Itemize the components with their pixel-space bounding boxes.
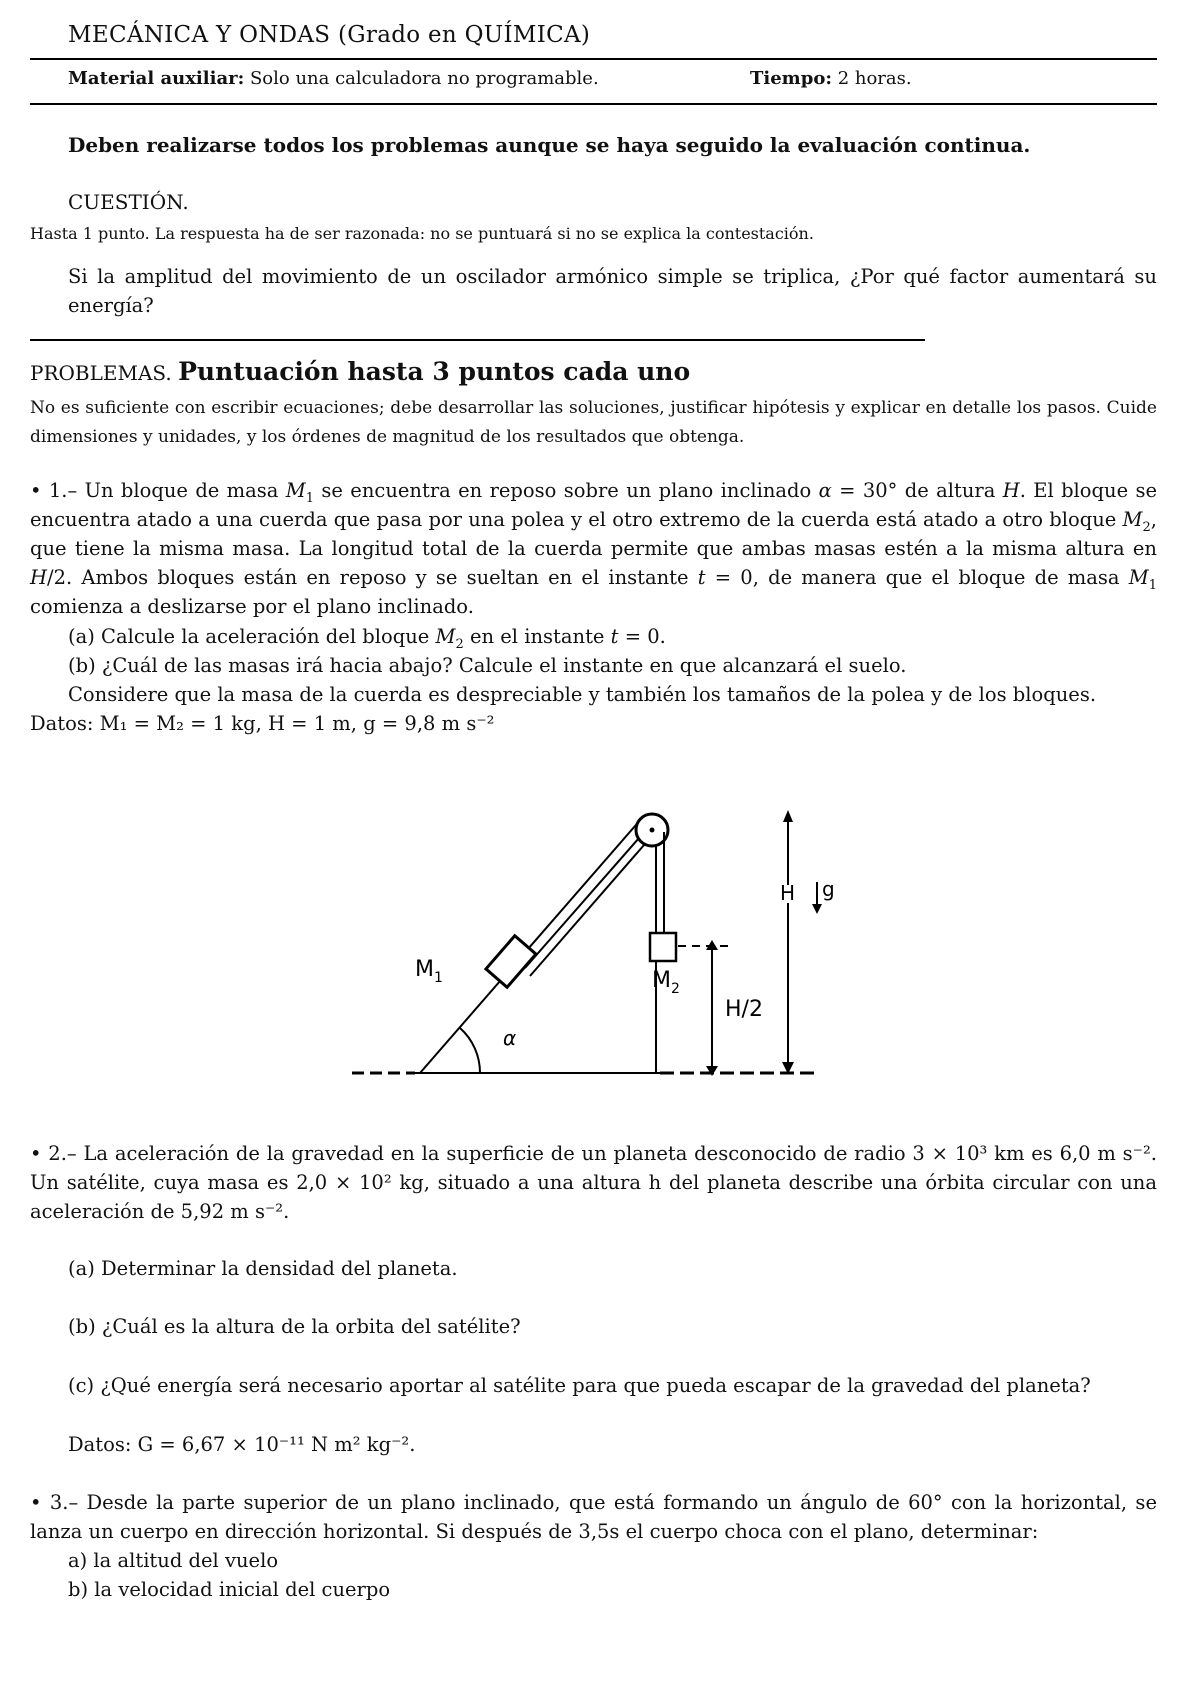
exam-title: MECÁNICA Y ONDAS (Grado en QUÍMICA): [68, 22, 591, 48]
time-text: 2 horas.: [837, 68, 912, 89]
problem-2-number: • 2.–: [30, 1142, 77, 1165]
problem-2-part-b: (b) ¿Cuál es la altura de la orbita del satélite?: [68, 1315, 521, 1338]
height-arrow-top: [783, 810, 793, 822]
label-alpha: α: [503, 1026, 517, 1050]
material-line: [68, 68, 599, 89]
cuestion-note: Hasta 1 punto. La respuesta ha de ser razonada: no se puntuará si no se explica la contestación.: [30, 224, 814, 243]
notice: Deben realizarse todos los problemas aunque se haya seguido la evaluación continua.: [68, 133, 1031, 157]
problem-2-part-c: (c) ¿Qué energía será necesario aportar al satélite para que pueda escapar de la gravedad del planeta?: [68, 1374, 1091, 1397]
block-M2: [650, 933, 676, 961]
alpha-arc: [460, 1028, 480, 1073]
header-rule-top: [30, 58, 1157, 60]
problem-3-statement: [30, 1488, 1157, 1546]
problem-1-part-b: (b) ¿Cuál de las masas irá hacia abajo? Calcule el instante en que alcanzará el suelo.: [68, 654, 907, 677]
problemas-intro: No es suficiente con escribir ecuaciones; debe desarrollar las soluciones, justificar hipótesis y explicar en detalle los pasos. Cuide dimensiones y unidades, y los órdenes de magnitud de los resultados que obtenga.: [30, 398, 1157, 447]
label-g: g: [822, 877, 835, 901]
incline-surface: [420, 818, 642, 1073]
p1-text-3: = 30° de altura: [839, 479, 996, 502]
problem-2-text: La aceleración de la gravedad en la superficie de un planeta desconocido de radio 3 × 10³ km es 6,0 m s⁻². Un satélite, cuya masa es 2,0 × 10² kg, situado a una altura h del planeta describe una órbita circular con una aceleración de 5,92 m s⁻².: [30, 1142, 1157, 1223]
problem-3-number: • 3.–: [30, 1491, 79, 1514]
problem-3-part-b: b) la velocidad inicial del cuerpo: [68, 1578, 391, 1601]
problemas-subtitle: Puntuación hasta 3 puntos cada uno: [178, 357, 691, 386]
pulley-axle: [650, 828, 655, 833]
problem-1-consider: Considere que la masa de la cuerda es despreciable y también los tamaños de la polea y de los bloques.: [68, 683, 1097, 706]
label-M2: $M_2$: [652, 968, 680, 997]
p1-datos-label: Datos:: [30, 712, 94, 735]
p1-datos-values: M₁ = M₂ = 1 kg, H = 1 m, g = 9,8 m s⁻²: [99, 712, 495, 735]
rope-incline: [525, 838, 639, 968]
problem-2-part-a: (a) Determinar la densidad del planeta.: [68, 1257, 458, 1280]
gravity-arrow-head: [812, 904, 822, 914]
header-rule-bottom: [30, 103, 1157, 105]
p1-a-text: (a) Calcule la aceleración del bloque: [68, 625, 430, 648]
time-label: Tiempo:: [750, 68, 832, 89]
material-text: Solo una calculadora no programable.: [249, 68, 599, 89]
cuestion-text: Si la amplitud del movimiento de un oscilador armónico simple se triplica, ¿Por qué factor aumentará su energía?: [68, 265, 1157, 317]
problem-3-part-a: a) la altitud del vuelo: [68, 1549, 279, 1572]
block-M1: [486, 936, 536, 988]
problem-1-part-a: (a) Calcule la aceleración del bloque $M_2$ en el instante t = 0.: [68, 625, 666, 652]
problem-3-text: Desde la parte superior de un plano inclinado, que está formando un ángulo de 60° con la horizontal, se lanza un cuerpo en dirección horizontal. Si después de 3,5s el cuerpo choca con el plano, determinar:: [30, 1491, 1157, 1543]
problem-1-statement: • 1.– Un bloque de masa $M_1$ se encuentra en reposo sobre un plano inclinado α = 30° de altura H. El bloque se encuentra atado a una cuerda que pasa por una polea y el otro extremo de la cuerda está atado a otro bloque $M_2$, que tiene la misma masa. La longitud total de la cuerda permite que ambas masas estén a la misma altura en H/2. Ambos bloques están en reposo y se sueltan en el instante t = 0, de manera que el bloque de masa $M_1$ comienza a deslizarse por el plano inclinado.: [30, 479, 1158, 618]
problemas-heading: [30, 355, 1157, 390]
problem-2-datos: Datos: G = 6,67 × 10⁻¹¹ N m² kg⁻².: [68, 1433, 416, 1456]
p1-a-text-2: en el instante: [469, 625, 605, 648]
label-H: H: [780, 881, 796, 905]
p1-text-2: se encuentra en reposo sobre un plano inclinado: [321, 479, 812, 502]
p1-text-1: Un bloque de masa: [84, 479, 279, 502]
p1-text-5: , que tiene la misma masa. La longitud total de la cuerda permite que ambas masas estén a la misma altura en: [30, 508, 1157, 560]
p1-text-6: . Ambos bloques están en reposo y se sueltan en el instante: [66, 566, 689, 589]
problemas-label: PROBLEMAS.: [30, 361, 172, 385]
label-M1: $M_1$: [415, 957, 443, 986]
label-H2: H/2: [725, 997, 763, 1022]
p1-text-8: comienza a deslizarse por el plano inclinado.: [30, 595, 474, 618]
problem-1-datos: [30, 709, 1157, 738]
p1-text-7: , de manera que el bloque de masa: [752, 566, 1120, 589]
problem-1-number: • 1.–: [30, 479, 78, 502]
cuestion-heading: CUESTIÓN.: [68, 190, 189, 214]
rope-incline-2: [530, 845, 644, 976]
cuestion-rule: [30, 339, 925, 341]
time-line: [750, 68, 912, 89]
inclined-plane-figure: [340, 800, 860, 1100]
p1-text-4: . El bloque se encuentra atado a una cuerda que pasa por una polea y el otro extremo de la cuerda está atado a otro bloque: [30, 479, 1158, 531]
problem-2-statement: [30, 1139, 1157, 1226]
material-label: Material auxiliar:: [68, 68, 245, 89]
